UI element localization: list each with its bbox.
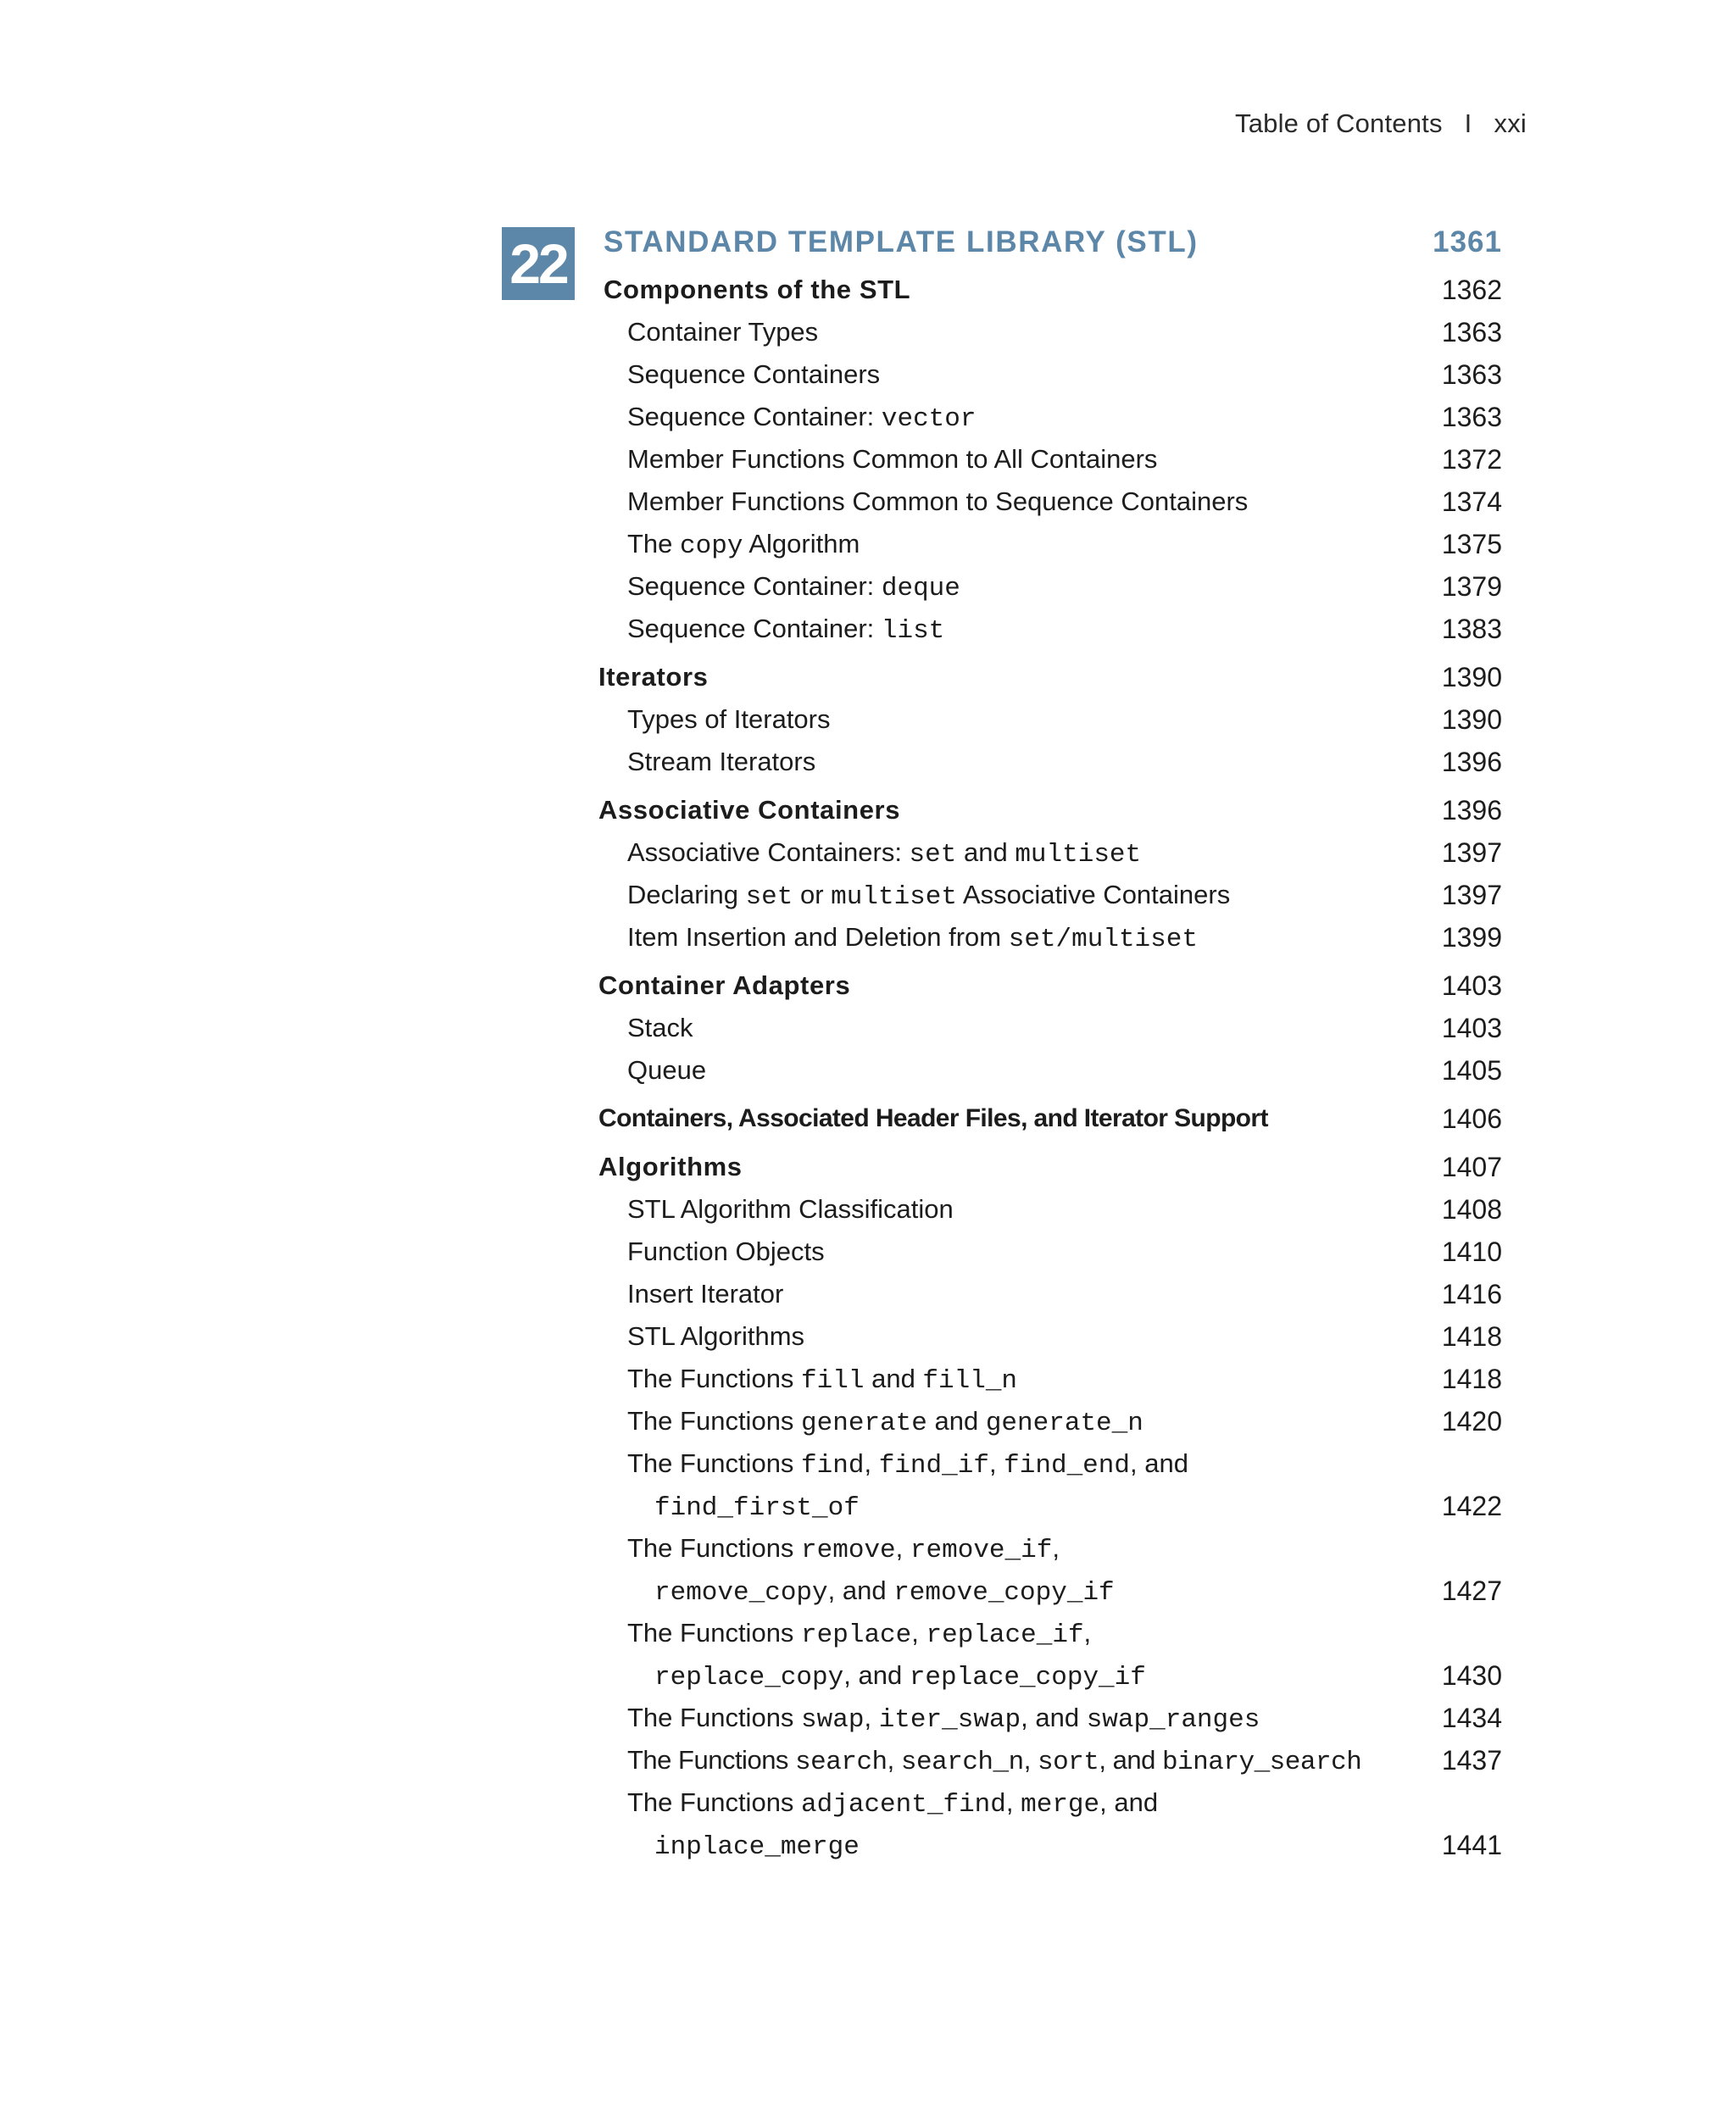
code-term: list <box>881 616 945 646</box>
code-term: find_if <box>878 1451 989 1481</box>
code-term: fill_n <box>922 1366 1018 1396</box>
toc-subsection-entry[interactable] <box>0 741 1736 783</box>
code-term: remove <box>801 1536 896 1565</box>
code-term: remove_copy_if <box>893 1578 1115 1608</box>
toc-entry-title <box>627 1442 1188 1487</box>
code-term: sort <box>1037 1748 1099 1777</box>
title-text: Iterators <box>598 662 709 692</box>
title-text: The Functions <box>627 1448 802 1478</box>
toc-page-number: 1403 <box>1441 970 1502 1001</box>
title-text: The Functions <box>627 1618 802 1648</box>
toc-page-number: 1418 <box>1441 1364 1502 1394</box>
code-term: adjacent_find <box>801 1790 1006 1820</box>
title-text: Stream Iterators <box>627 747 816 776</box>
toc-section-entry[interactable] <box>0 1146 1736 1188</box>
toc-entry-title <box>627 1781 1158 1826</box>
toc-subsection-entry[interactable] <box>0 311 1736 353</box>
toc-entry-title <box>627 1612 1091 1657</box>
title-text: , <box>1052 1533 1060 1563</box>
code-term: search <box>795 1748 887 1777</box>
code-term: search_n <box>900 1748 1024 1777</box>
code-term: replace <box>801 1620 912 1650</box>
title-text: Member Functions Common to All Containers <box>627 444 1158 474</box>
toc-entry-title <box>598 964 850 1007</box>
title-text: and <box>864 1364 923 1393</box>
toc-page-number: 1437 <box>1441 1745 1502 1776</box>
code-term: swap_ranges <box>1086 1705 1260 1735</box>
title-text: Containers, Associated Header Files, and Iterator Support <box>598 1104 1268 1132</box>
toc-continuation-line[interactable] <box>0 1824 1736 1866</box>
toc-page-number: 1434 <box>1441 1703 1502 1733</box>
toc-entry-title <box>627 396 976 441</box>
code-term: replace_if <box>926 1620 1084 1650</box>
code-term: fill <box>801 1366 865 1396</box>
code-term: swap <box>801 1705 865 1735</box>
title-text: The Functions <box>627 1703 802 1732</box>
toc-entry-title <box>627 481 1248 523</box>
code-term: set <box>745 882 793 912</box>
title-text: , <box>895 1533 910 1563</box>
toc-subsection-entry[interactable] <box>0 1049 1736 1092</box>
toc-continuation-line[interactable] <box>0 1570 1736 1612</box>
code-term: remove_if <box>910 1536 1053 1565</box>
title-text: Item Insertion and Deletion from <box>627 922 1009 952</box>
code-term: replace_copy <box>654 1663 844 1692</box>
toc-entry-title <box>627 1049 706 1092</box>
toc-entry-title <box>627 1739 1361 1784</box>
toc-entry-title <box>654 1824 860 1869</box>
toc-subsection-entry[interactable] <box>0 1527 1736 1570</box>
title-text: , <box>1023 1745 1038 1775</box>
title-text: Types of Iterators <box>627 704 831 734</box>
code-term: deque <box>881 574 960 603</box>
toc-page-number: 1441 <box>1441 1830 1502 1860</box>
title-text: , <box>887 1745 901 1775</box>
title-text: , and <box>1130 1448 1188 1478</box>
toc-subsection-entry[interactable] <box>0 1612 1736 1654</box>
toc-entry-title <box>627 1315 804 1358</box>
chapter-title <box>604 219 1502 266</box>
toc-page-number: 1397 <box>1441 880 1502 910</box>
title-text: STL Algorithms <box>627 1321 805 1351</box>
toc-entry-title <box>627 608 944 653</box>
toc-subsection-entry[interactable] <box>0 353 1736 396</box>
toc-entry-title <box>598 1146 743 1188</box>
code-term: find_end <box>1004 1451 1130 1481</box>
code-term: binary_search <box>1161 1748 1362 1777</box>
toc-entry-title <box>627 741 815 783</box>
toc-page-number: 1390 <box>1441 662 1502 692</box>
code-term: multiset <box>1015 840 1142 870</box>
toc-entry-title <box>627 353 880 396</box>
toc-continuation-line[interactable] <box>0 1654 1736 1697</box>
title-text: Associative Containers: <box>627 837 910 867</box>
running-head <box>1235 108 1527 139</box>
title-text: The Functions <box>627 1745 796 1775</box>
title-text: Member Functions Common to Sequence Containers <box>627 486 1249 516</box>
running-head-page-number: xxi <box>1494 108 1527 138</box>
toc-subsection-entry[interactable] <box>0 698 1736 741</box>
toc-page-number: 1410 <box>1441 1237 1502 1267</box>
toc-subsection-entry[interactable] <box>0 1315 1736 1358</box>
toc-entry-title <box>627 1231 825 1273</box>
code-term: multiset <box>831 882 957 912</box>
title-text: The Functions <box>627 1364 802 1393</box>
toc-entry-title <box>627 311 818 353</box>
toc-subsection-entry[interactable] <box>0 1188 1736 1231</box>
toc-entry-title <box>627 565 960 610</box>
toc-page-number: 1416 <box>1441 1279 1502 1309</box>
toc-page-number: 1427 <box>1441 1576 1502 1606</box>
toc-subsection-entry[interactable] <box>0 874 1736 916</box>
toc-page-number: 1390 <box>1441 704 1502 735</box>
title-text: Insert Iterator <box>627 1279 784 1309</box>
toc-page-number: 1406 <box>1441 1103 1502 1134</box>
title-text: The Functions <box>627 1406 802 1436</box>
toc-entry-title <box>654 1485 860 1530</box>
code-term: find_first_of <box>654 1493 860 1523</box>
toc-entry-title <box>627 1400 1143 1445</box>
title-text: Stack <box>627 1013 693 1042</box>
toc-page-number: 1379 <box>1441 571 1502 602</box>
title-text: , and <box>827 1576 894 1605</box>
toc-entry-title <box>627 438 1157 481</box>
toc-page-number: 1408 <box>1441 1194 1502 1225</box>
chapter-number-badge: 22 <box>502 227 575 300</box>
title-text: Associative Containers <box>598 795 901 825</box>
title-text: The Functions <box>627 1787 802 1817</box>
code-term: set <box>909 840 957 870</box>
toc-page-number: 1363 <box>1441 402 1502 432</box>
title-text: and <box>956 837 1015 867</box>
title-text: STL Algorithm Classification <box>627 1194 954 1224</box>
toc-entry-title <box>627 698 831 741</box>
toc-subsection-entry[interactable] <box>0 1442 1736 1485</box>
toc-page-number: 1399 <box>1441 922 1502 953</box>
toc-entry-title <box>627 1527 1060 1572</box>
title-text: , <box>1005 1787 1021 1817</box>
toc-page-number: 1422 <box>1441 1491 1502 1521</box>
title-text: Algorithms <box>598 1152 743 1181</box>
title-text: , <box>911 1618 926 1648</box>
toc-entry-title <box>598 789 900 831</box>
code-term: find <box>801 1451 865 1481</box>
toc-subsection-entry[interactable] <box>0 1007 1736 1049</box>
toc-entry-title <box>604 269 910 311</box>
toc-entry-title <box>627 1188 954 1231</box>
title-text: , <box>864 1448 879 1478</box>
toc-subsection-entry[interactable] <box>0 1231 1736 1273</box>
code-term: remove_copy <box>654 1578 828 1608</box>
title-text: , and <box>843 1660 910 1690</box>
toc-entry-title <box>598 656 708 698</box>
title-text: Container Types <box>627 317 819 347</box>
toc-entry-title <box>627 1697 1260 1742</box>
toc-page-number: 1420 <box>1441 1406 1502 1437</box>
toc-subsection-entry[interactable] <box>0 1358 1736 1400</box>
toc-continuation-line[interactable] <box>0 1485 1736 1527</box>
running-head-separator: I <box>1464 108 1472 138</box>
chapter-title-text: STANDARD TEMPLATE LIBRARY (STL) <box>604 225 1199 258</box>
chapter-page-number: 1361 <box>1433 225 1502 258</box>
code-term: copy <box>680 531 743 561</box>
toc-section-entry[interactable] <box>0 656 1736 698</box>
title-text: Algorithm <box>743 529 860 559</box>
code-term: iter_swap <box>878 1705 1021 1735</box>
title-text: , and <box>1021 1703 1087 1732</box>
title-text: , and <box>1099 1787 1159 1817</box>
toc-entry-title <box>654 1654 1146 1699</box>
toc-subsection-entry[interactable] <box>0 1739 1736 1781</box>
toc-subsection-entry[interactable] <box>0 396 1736 438</box>
title-text: Sequence Container: <box>627 402 882 431</box>
title-text: Sequence Container: <box>627 614 882 643</box>
toc-page-number: 1396 <box>1441 747 1502 777</box>
toc-subsection-entry[interactable] <box>0 523 1736 565</box>
toc-section-entry[interactable] <box>0 789 1736 831</box>
code-term: generate_n <box>985 1409 1143 1438</box>
toc-page-number: 1397 <box>1441 837 1502 868</box>
title-text: Function Objects <box>627 1237 825 1266</box>
toc-page-number: 1372 <box>1441 444 1502 475</box>
title-text: and <box>926 1406 986 1436</box>
toc-subsection-entry[interactable] <box>0 438 1736 481</box>
toc-entry-title <box>627 1007 693 1049</box>
code-term: merge <box>1021 1790 1100 1820</box>
toc-section-entry[interactable] <box>0 964 1736 1007</box>
toc-subsection-entry[interactable] <box>0 565 1736 608</box>
toc-page-number: 1407 <box>1441 1152 1502 1182</box>
toc-page-number: 1396 <box>1441 795 1502 825</box>
title-text: Components of the STL <box>604 275 911 304</box>
toc-entry-title <box>627 1273 783 1315</box>
title-text: Container Adapters <box>598 970 851 1000</box>
toc-section-entry[interactable] <box>0 269 1736 311</box>
title-text: Sequence Containers <box>627 359 881 389</box>
title-text: , and <box>1099 1745 1162 1775</box>
toc-subsection-entry[interactable] <box>0 481 1736 523</box>
toc-section-entry[interactable] <box>0 1098 1736 1140</box>
toc-entry-title <box>627 874 1230 919</box>
title-text: Declaring <box>627 880 746 909</box>
toc-subsection-entry[interactable] <box>0 1273 1736 1315</box>
toc-page-number: 1363 <box>1441 317 1502 347</box>
title-text: , <box>864 1703 879 1732</box>
toc-page-number: 1375 <box>1441 529 1502 559</box>
toc-entry-title <box>627 1358 1017 1403</box>
title-text: Associative Containers <box>957 880 1231 909</box>
toc-subsection-entry[interactable] <box>0 1697 1736 1739</box>
title-text: Sequence Container: <box>627 571 882 601</box>
toc-entry-title <box>627 831 1141 876</box>
toc-page-number: 1430 <box>1441 1660 1502 1691</box>
title-text: , <box>988 1448 1004 1478</box>
toc-page-number: 1362 <box>1441 275 1502 305</box>
code-term: set/multiset <box>1008 925 1198 954</box>
toc-entry-title <box>627 523 860 568</box>
running-head-section: Table of Contents <box>1235 108 1443 138</box>
title-text: The Functions <box>627 1533 802 1563</box>
title-text: or <box>793 880 832 909</box>
title-text: The <box>627 529 681 559</box>
toc-page-number: 1405 <box>1441 1055 1502 1086</box>
toc-page-number: 1363 <box>1441 359 1502 390</box>
toc-entry-title <box>627 916 1198 961</box>
toc-page-number: 1403 <box>1441 1013 1502 1043</box>
code-term: inplace_merge <box>654 1832 860 1862</box>
toc-subsection-entry[interactable] <box>0 1781 1736 1824</box>
toc-subsection-entry[interactable] <box>0 831 1736 874</box>
toc-page-number: 1374 <box>1441 486 1502 517</box>
toc-subsection-entry[interactable] <box>0 608 1736 650</box>
toc-entry-title <box>654 1570 1115 1615</box>
toc-entry-title <box>598 1098 1268 1140</box>
toc-page-number: 1418 <box>1441 1321 1502 1352</box>
toc-subsection-entry[interactable] <box>0 1400 1736 1442</box>
title-text: Queue <box>627 1055 707 1085</box>
toc-page-number: 1383 <box>1441 614 1502 644</box>
code-term: replace_copy_if <box>909 1663 1146 1692</box>
title-text: , <box>1083 1618 1092 1648</box>
code-term: vector <box>881 404 976 434</box>
code-term: generate <box>801 1409 927 1438</box>
toc-subsection-entry[interactable] <box>0 916 1736 959</box>
